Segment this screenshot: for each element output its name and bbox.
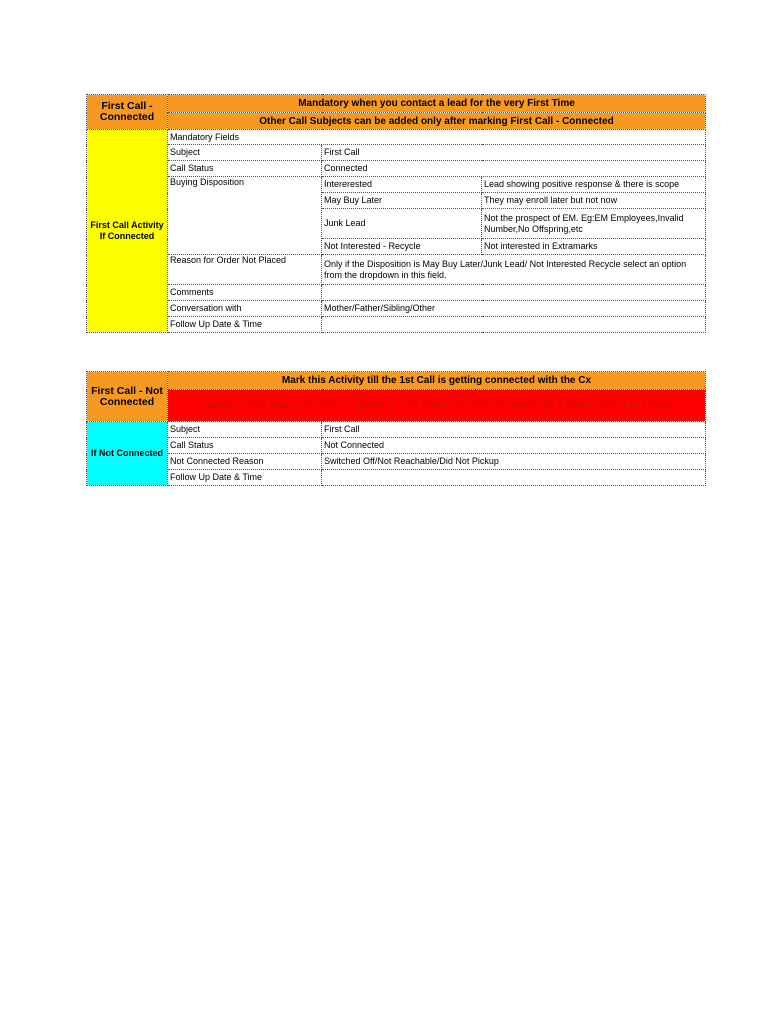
side-label: First Call Activity If Connected <box>87 130 168 333</box>
conversation-label: Conversation with <box>168 301 322 317</box>
disposition-option: Junk Lead <box>322 209 482 239</box>
followup-label: Follow Up Date & Time <box>168 317 322 333</box>
reason-value: Only if the Disposition is May Buy Later/Junk Lead/ Not Interested Recycle select an option from the dropdown in this field. <box>322 255 706 285</box>
call-status-value: Connected <box>322 161 706 177</box>
conversation-value: Mother/Father/Sibling/Other <box>322 301 706 317</box>
disposition-description: Lead showing positive response & there is scope <box>482 177 706 193</box>
subject-value: First Call <box>322 422 706 438</box>
mark-activity-header: Mark this Activity till the 1st Call is getting connected with the Cx <box>168 372 706 390</box>
disposition-option: Intererested <box>322 177 482 193</box>
comments-label: Comments <box>168 285 322 301</box>
subject-value: First Call <box>322 145 706 161</box>
reason-label: Not Connected Reason <box>168 454 322 470</box>
first-call-connected-table <box>86 94 706 333</box>
comments-value <box>322 285 706 301</box>
reason-value: Switched Off/Not Reachable/Did Not Pickup <box>322 454 706 470</box>
section-title: First Call - Connected <box>87 95 168 130</box>
section-title: First Call - Not Connected <box>87 372 168 422</box>
caution-banner: Caution : Lead Stage will move to Closed as Lost when you mark this activity for 6 times within 1 or 2 Days <box>168 390 706 422</box>
subject-label: Subject <box>168 145 322 161</box>
call-status-value: Not Connected <box>322 438 706 454</box>
side-label: If Not Connected <box>87 422 168 486</box>
mandatory-header: Mandatory when you contact a lead for the very First Time <box>168 95 706 113</box>
first-call-not-connected-table <box>86 371 706 486</box>
buying-disposition-label: Buying Disposition <box>168 177 322 255</box>
reason-label: Reason for Order Not Placed <box>168 255 322 285</box>
followup-label: Follow Up Date & Time <box>168 470 322 486</box>
disposition-description: Not the prospect of EM. Eg:EM Employees,Invalid Number,No Offspring,etc <box>482 209 706 239</box>
call-status-label: Call Status <box>168 161 322 177</box>
call-status-label: Call Status <box>168 438 322 454</box>
disposition-description: Not interested in Extramarks <box>482 239 706 255</box>
disposition-description: They may enroll later but not now <box>482 193 706 209</box>
subject-label: Subject <box>168 422 322 438</box>
followup-value <box>322 317 706 333</box>
disposition-option: May Buy Later <box>322 193 482 209</box>
followup-value <box>322 470 706 486</box>
mandatory-fields-label: Mandatory Fields <box>168 130 706 145</box>
disposition-option: Not Interested - Recycle <box>322 239 482 255</box>
other-subjects-header: Other Call Subjects can be added only after marking First Call - Connected <box>168 113 706 130</box>
